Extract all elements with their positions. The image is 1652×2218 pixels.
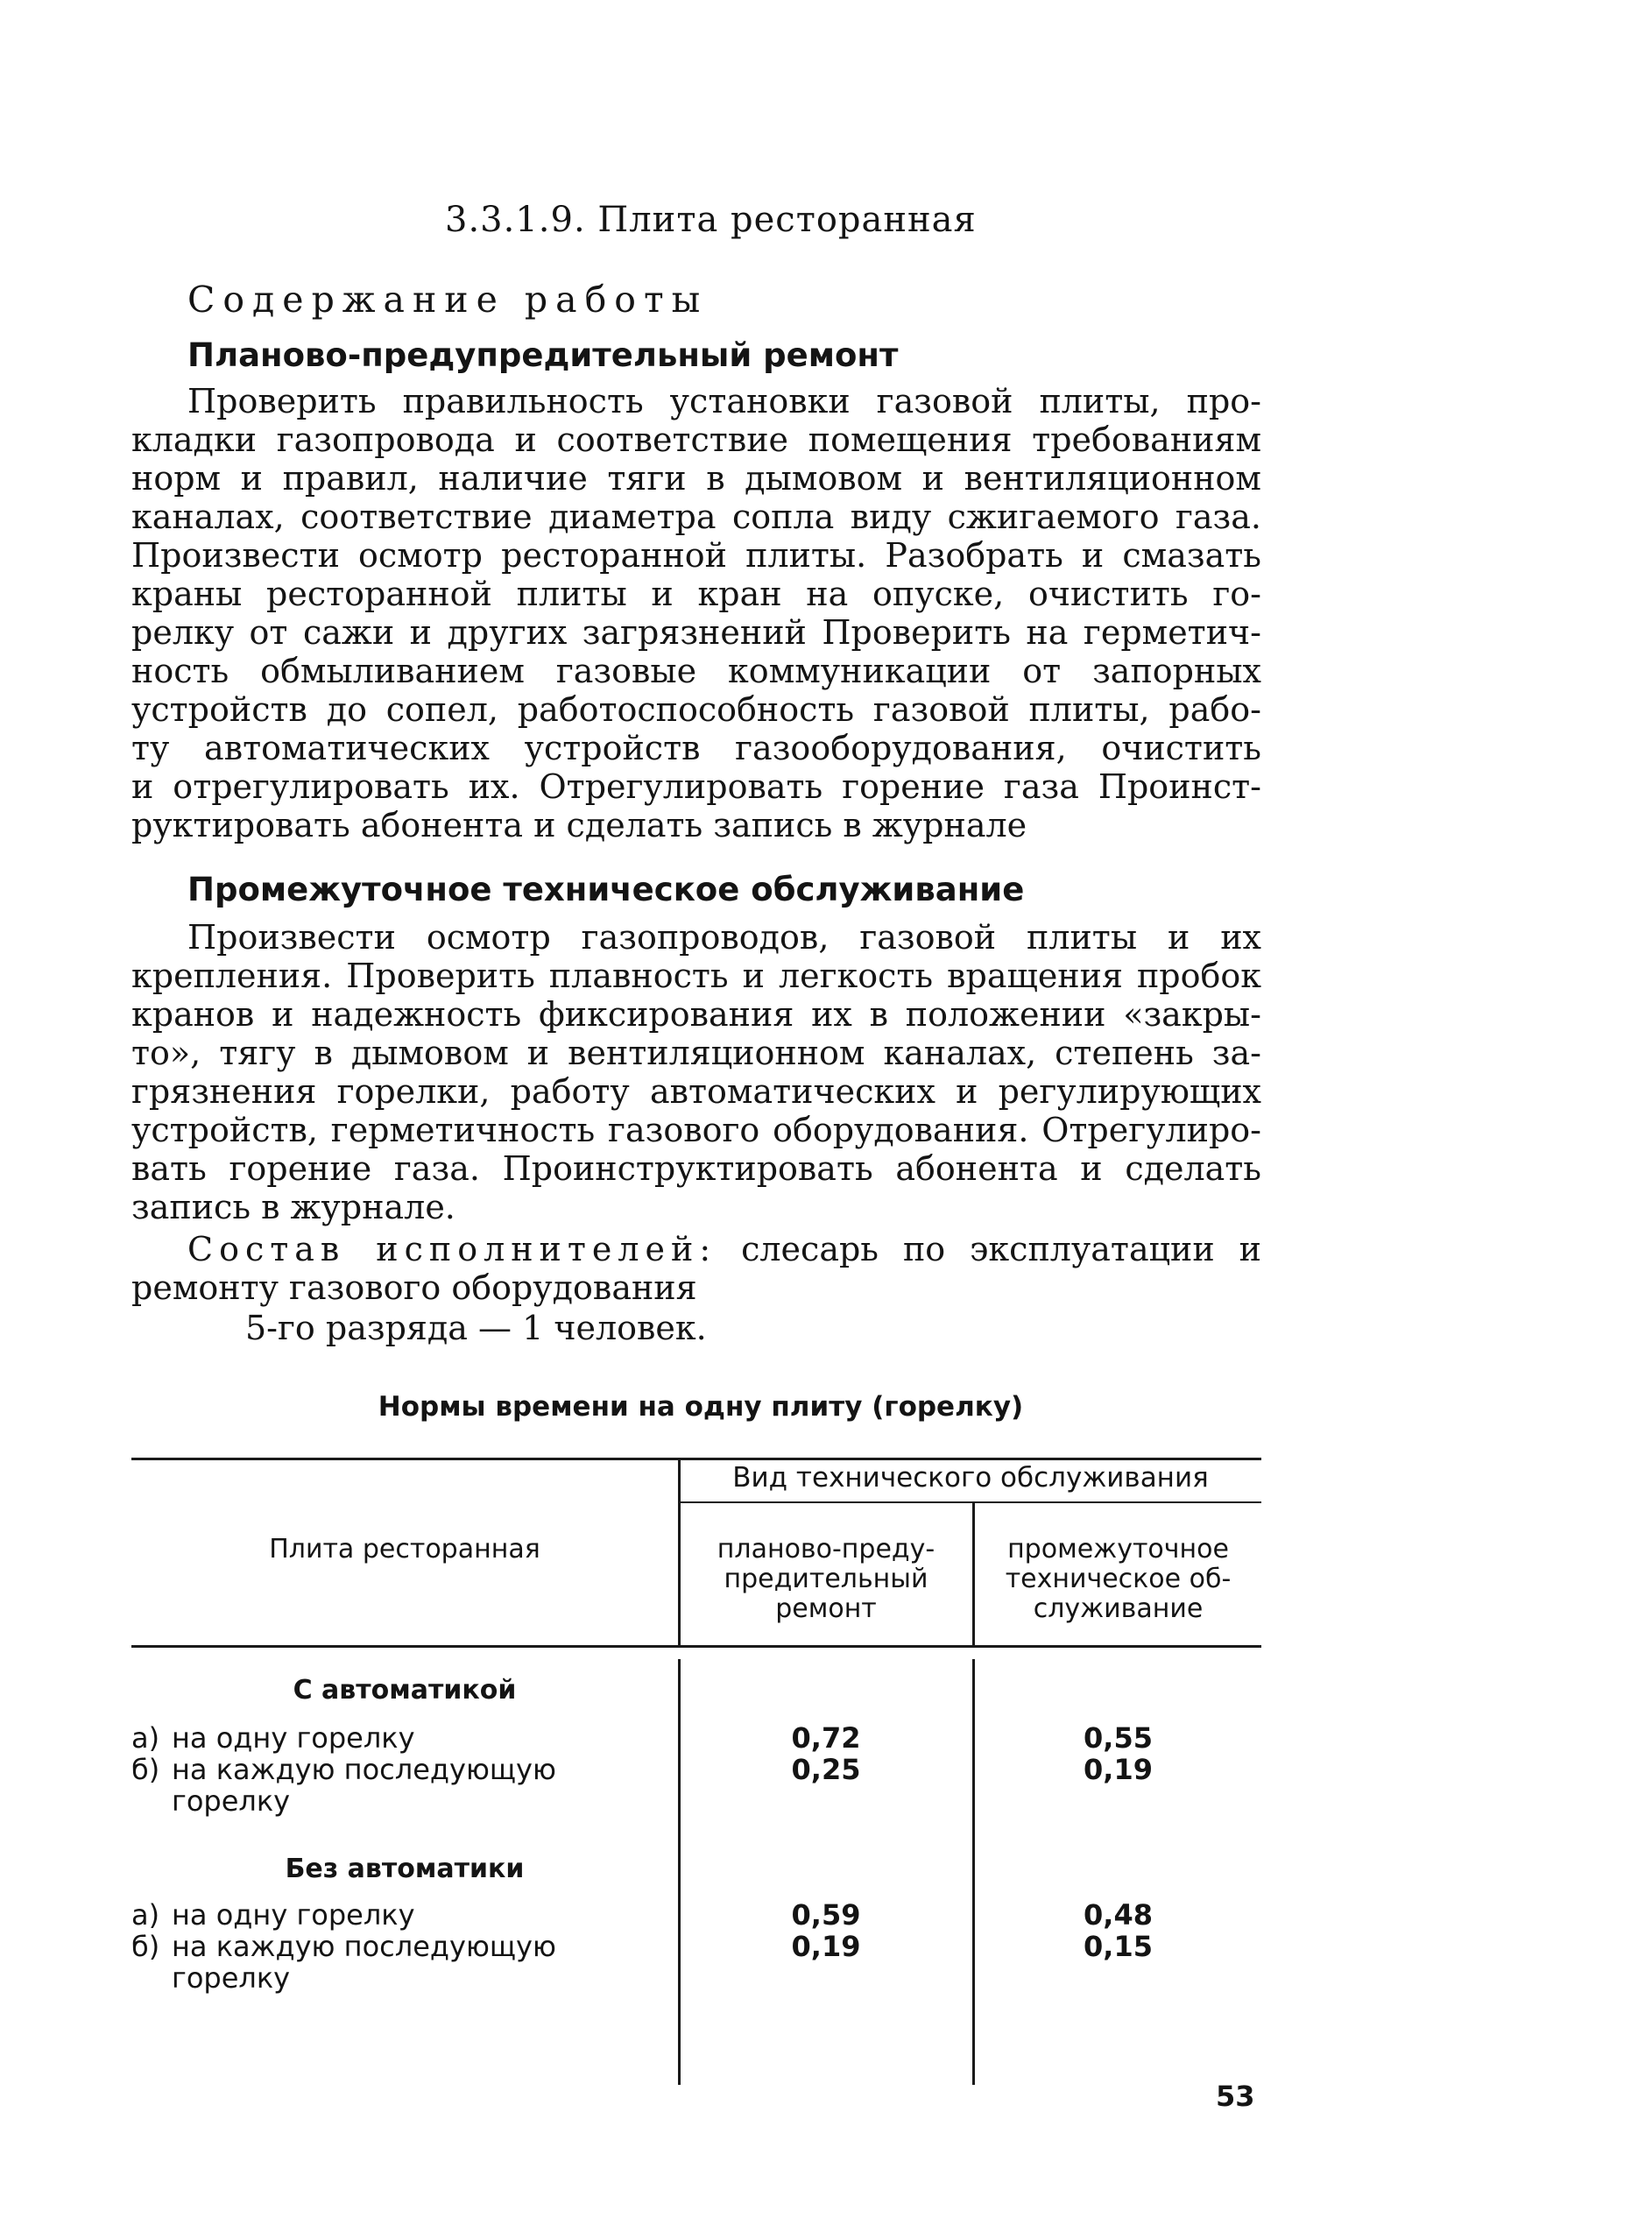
interim-value: 0,48 xyxy=(1084,1898,1153,1932)
interim-service-heading: Промежуточное техническое обслуживание xyxy=(187,871,1025,908)
row-label-continuation: горелку xyxy=(172,1961,291,1995)
text-line: Произвести осмотр ресторанной плиты. Разобрать и смазать xyxy=(131,536,1261,575)
text-line: ту автоматических устройств газооборудования, очистить xyxy=(131,729,1261,767)
header-line: техническое об- xyxy=(1005,1564,1232,1594)
table-row-label xyxy=(131,1754,657,1817)
text-line: каналах, соответствие диаметра сопла виду сжигаемого газа. xyxy=(131,498,1261,536)
crew-composition xyxy=(131,1230,1261,1307)
section-title: 3.3.1.9. Плита ресторанная xyxy=(445,200,977,240)
text-line: грязнения горелки, работу автоматических и регулирующих xyxy=(131,1072,1261,1111)
row-header: Плита ресторанная xyxy=(269,1534,540,1565)
interim-service-text xyxy=(131,918,1261,1226)
row-label-text: на одну горелку xyxy=(172,1721,415,1755)
text-line: краны ресторанной плиты и кран на опуске, очистить го- xyxy=(131,575,1261,613)
interim-value: 0,19 xyxy=(1084,1753,1153,1786)
table-row-label xyxy=(131,1931,657,1994)
content-heading: Содержание работы xyxy=(187,279,709,321)
group-header-rule xyxy=(680,1501,1261,1503)
row-marker: а) xyxy=(131,1721,160,1755)
header-line: промежуточное xyxy=(1007,1534,1229,1565)
text-line: устройств до сопел, работоспособность газовой плиты, рабо- xyxy=(131,690,1261,729)
crew-grade: 5-го разряда — 1 человек. xyxy=(245,1309,707,1347)
text-line: устройств, герметичность газового оборудования. Отрегулиро- xyxy=(131,1111,1261,1149)
table-row-label xyxy=(131,1899,657,1931)
header-line: служивание xyxy=(1033,1593,1204,1624)
row-marker: б) xyxy=(131,1753,160,1786)
header-line: ремонт xyxy=(775,1593,877,1624)
text-line: вать горение газа. Проинструктировать абонента и сделать xyxy=(131,1149,1261,1188)
planned-repair-text xyxy=(131,382,1261,844)
table-title: Нормы времени на одну плиту (горелку) xyxy=(378,1391,1024,1423)
crew-text: слесарь по эксплуатации и xyxy=(741,1230,1261,1268)
planned-value: 0,25 xyxy=(791,1753,861,1786)
planned-repair-heading: Планово-предупредительный ремонт xyxy=(187,336,899,374)
text-line: и отрегулировать их. Отрегулировать горение газа Проинст- xyxy=(131,767,1261,806)
page-number: 53 xyxy=(1216,2080,1255,2113)
crew-label: Состав исполнителей: xyxy=(187,1230,717,1268)
row-label-continuation: горелку xyxy=(172,1784,291,1818)
row-marker: а) xyxy=(131,1898,160,1932)
crew-line: ремонту газового оборудования xyxy=(131,1268,697,1307)
table-top-rule xyxy=(131,1458,1261,1460)
row-marker: б) xyxy=(131,1930,160,1963)
row-label-text: на каждую последующую xyxy=(172,1930,556,1963)
document-page xyxy=(131,0,1270,2218)
header-line: предительный xyxy=(724,1564,928,1594)
header-line: планово-преду- xyxy=(717,1534,935,1565)
interim-value: 0,55 xyxy=(1084,1721,1153,1755)
text-line: крепления. Проверить плавность и легкость вращения пробок xyxy=(131,957,1261,995)
col-interim-header xyxy=(975,1535,1261,1624)
planned-value: 0,72 xyxy=(791,1721,861,1755)
row-label-text: на одну горелку xyxy=(172,1898,415,1932)
text-line: релку от сажи и других загрязнений Проверить на герметич- xyxy=(131,613,1261,652)
text-line: запись в журнале. xyxy=(131,1188,455,1226)
text-line: Произвести осмотр газопроводов, газовой плиты и их xyxy=(187,918,1261,957)
group-name: Без автоматики xyxy=(285,1854,525,1884)
text-line: ность обмыливанием газовые коммуникации от запорных xyxy=(131,652,1261,690)
text-line: кранов и надежность фиксирования их в положении «закры- xyxy=(131,995,1261,1034)
planned-value: 0,19 xyxy=(791,1930,861,1963)
group-name: С автоматикой xyxy=(293,1675,517,1706)
crew-line xyxy=(131,1230,1261,1268)
group-header: Вид технического обслуживания xyxy=(732,1462,1209,1494)
table-row-label xyxy=(131,1722,657,1754)
text-line: кладки газопровода и соответствие помещения требованиям xyxy=(131,420,1261,459)
row-label-text: на каждую последующую xyxy=(172,1753,556,1786)
interim-value: 0,15 xyxy=(1084,1930,1153,1963)
text-line: то», тягу в дымовом и вентиляционном каналах, степень за- xyxy=(131,1034,1261,1072)
col-planned-header xyxy=(680,1535,972,1624)
header-bottom-rule xyxy=(131,1645,1261,1648)
text-line: Проверить правильность установки газовой плиты, про- xyxy=(187,382,1261,420)
planned-value: 0,59 xyxy=(791,1898,861,1932)
text-line: норм и правил, наличие тяги в дымовом и вентиляционном xyxy=(131,459,1261,498)
text-line: руктировать абонента и сделать запись в журнале xyxy=(131,806,1027,844)
